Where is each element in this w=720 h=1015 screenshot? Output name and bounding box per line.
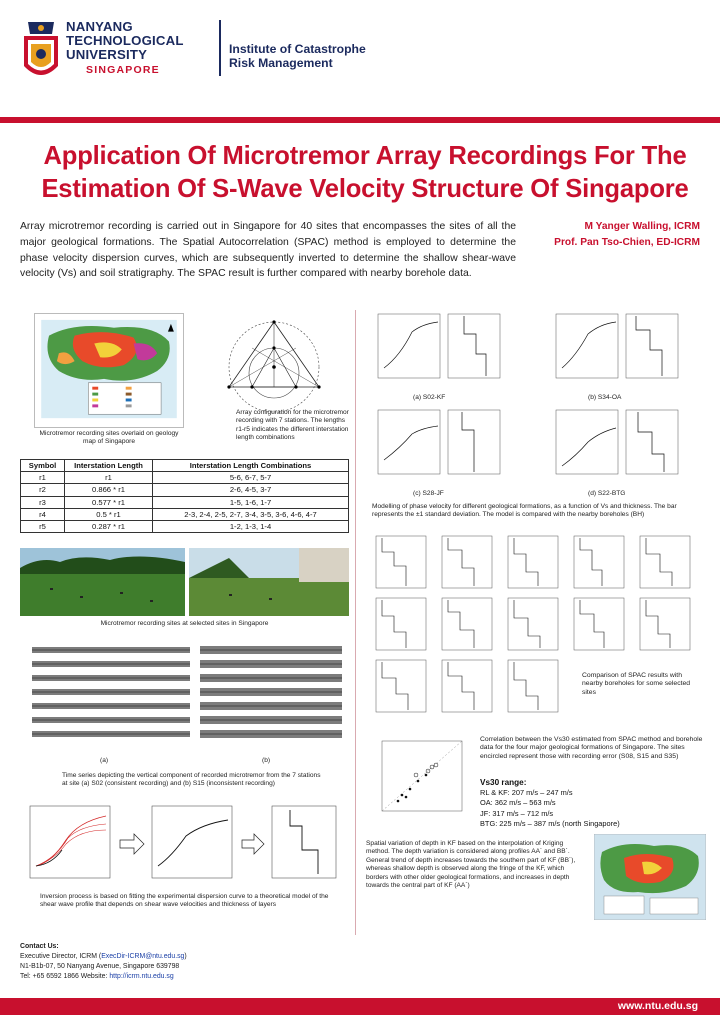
table-row xyxy=(21,472,349,484)
table-cell: 1-2, 1-3, 1-4 xyxy=(153,520,349,532)
table-cell: 0.577 * r1 xyxy=(65,496,153,508)
photo-caption: Microtremor recording sites at selected sites in Singapore xyxy=(100,620,269,627)
vs30-item: RL & KF: 207 m/s – 247 m/s xyxy=(480,788,573,798)
header-red-bar xyxy=(0,117,720,123)
vs30-heading: Vs30 range: xyxy=(480,778,527,787)
footer-url-link[interactable]: www.ntu.edu.sg xyxy=(617,1000,698,1012)
vs30-item: OA: 362 m/s – 563 m/s xyxy=(480,798,556,808)
field-photo-2 xyxy=(189,548,349,616)
dispersion-caption: Modelling of phase velocity for different geological formations, as a function of Vs and thickness. The bar represents the ±1 standard deviation. The model is compared with the nearby boreholes (BH) xyxy=(372,503,677,519)
table-cell: r3 xyxy=(21,496,65,508)
table-cell: r2 xyxy=(21,484,65,496)
table-row xyxy=(21,496,349,508)
array-caption: Array configuration for the microtremor recording with 7 stations. The lengths r1-r5 indicates the different interstation length combinations xyxy=(236,409,349,442)
contact-website-link[interactable]: http://icrm.ntu.edu.sg xyxy=(109,973,174,980)
university-country: SINGAPORE xyxy=(86,64,160,76)
field-photo-1 xyxy=(20,548,185,616)
contact-line-2: N1-B1b-07, 50 Nanyang Avenue, Singapore 639798 xyxy=(20,963,180,970)
interstation-table xyxy=(20,459,349,533)
table-cell: 2-6, 4-5, 3-7 xyxy=(153,484,349,496)
table-cell: 5-6, 6-7, 5-7 xyxy=(153,472,349,484)
time-series-figure xyxy=(20,636,349,764)
table-cell: r4 xyxy=(21,508,65,520)
table-header-cell: Symbol xyxy=(21,460,65,472)
authors: M Yanger Walling, ICRM Prof. Pan Tso-Chien, ED-ICRM xyxy=(554,221,700,248)
vs30-range xyxy=(480,778,620,829)
map-caption: Microtremor recording sites overlaid on geology map of Singapore xyxy=(39,430,179,446)
inversion-caption: Inversion process is based on fitting the experimental dispersion curve to a theoretical model of the shear wave profile that depends on shear wave velocities and thickness of layers xyxy=(40,893,329,909)
inversion-figure xyxy=(22,800,342,892)
header-divider xyxy=(219,20,221,76)
table-header-row xyxy=(21,460,349,472)
table-cell: 0.5 * r1 xyxy=(65,508,153,520)
table-header-cell: Interstation Length xyxy=(65,460,153,472)
table-row xyxy=(21,520,349,532)
poster-title: Application Of Microtremor Array Recordings For The Estimation Of S-Wave Velocity Structure Of Singapore xyxy=(41,142,689,203)
table-cell: r5 xyxy=(21,520,65,532)
contact-line-1: Executive Director, ICRM (ExecDir-ICRM@ntu.edu.sg) xyxy=(20,953,187,960)
time-series-label-a: (a) xyxy=(100,757,109,764)
kriging-map-figure xyxy=(594,834,706,920)
table-cell: r1 xyxy=(65,472,153,484)
table-cell: r1 xyxy=(21,472,65,484)
table-cell: 2-3, 2-4, 2-5, 2-7, 3-4, 3-5, 3-6, 4-6, 4-7 xyxy=(153,508,349,520)
table-row xyxy=(21,484,349,496)
kriging-caption: Spatial variation of depth in KF based on the interpolation of Kriging method. The depth variation is considered along profiles AA´ and BB´. General trend of depth increases towards the southern part of KF (BB´), whereas shallow depth is observed along the fringe of the KF, which borders with other older geological formations, and increases in depth towards the central part of KF (AA´) xyxy=(366,840,576,890)
array-configuration-figure xyxy=(216,315,332,415)
contact-line-3: Tel: +65 6592 1866 Website: http://icrm.ntu.edu.sg xyxy=(20,973,174,980)
table-cell: 0.866 * r1 xyxy=(65,484,153,496)
vs30-correlation-figure xyxy=(370,735,470,823)
institute-name: Institute of Catastrophe Risk Management xyxy=(229,42,366,70)
vs30-item: JF: 317 m/s – 712 m/s xyxy=(480,808,554,818)
time-series-label-b: (b) xyxy=(262,757,271,764)
table-cell: 1-5, 1-6, 1-7 xyxy=(153,496,349,508)
time-series-caption: Time series depicting the vertical component of recorded microtremor from the 7 stations at site (a) S02 (consistent recording) and (b) S15 (inconsistent recording) xyxy=(62,772,321,788)
ntu-crest-icon xyxy=(22,14,60,90)
poster-header xyxy=(0,0,720,118)
abstract: Array microtremor recording is carried out in Singapore for 40 sites that encompasses the sites of all the major geological formations. The Spatial Autocorrelation (SPAC) method is employed to determine the phase velocity dispersion curves, which are subsequently inverted to determine the shallow shear-wave velocity (Vs) and soil stratigraphy. The SPAC result is further compared with nearby borehole data. xyxy=(20,221,516,280)
table-cell: 0.287 * r1 xyxy=(65,520,153,532)
dispersion-label-d: (d) S22-BTG xyxy=(588,490,626,497)
contact-heading: Contact Us: xyxy=(20,943,59,950)
table-row xyxy=(21,508,349,520)
correlation-caption: Correlation between the Vs30 estimated from SPAC method and borehole data for the four major geological formations of Singapore. The sites encircled represent those with recording error (S08, S15 and S35) xyxy=(480,736,703,760)
contact-email-link[interactable]: ExecDir-ICRM@ntu.edu.sg xyxy=(101,953,185,960)
geology-map-figure xyxy=(34,313,184,428)
column-separator xyxy=(355,310,356,935)
footer-red-bar xyxy=(0,998,720,1015)
contact-block xyxy=(20,942,187,982)
university-name: NANYANG TECHNOLOGICAL UNIVERSITY xyxy=(66,19,184,63)
comparison-caption: Comparison of SPAC results with nearby boreholes for some selected sites xyxy=(582,672,691,696)
table-header-cell: Interstation Length Combinations xyxy=(153,460,349,472)
vs30-item: BTG: 225 m/s – 387 m/s (north Singapore) xyxy=(480,818,620,828)
dispersion-label-b: (b) S34-OA xyxy=(588,394,622,401)
dispersion-label-a: (a) S02-KF xyxy=(413,394,446,401)
dispersion-label-c: (c) S28-JF xyxy=(413,490,444,497)
